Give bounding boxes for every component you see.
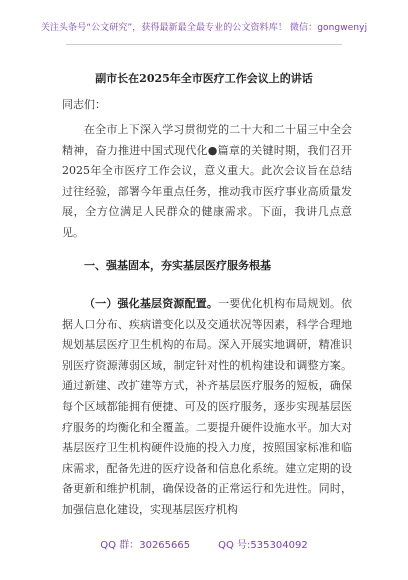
subsection-body: 一要优化机构布局规划。依据人口分布、疾病谱变化以及交通状况等因素，科学合理地规划基层医疗卫生机构的布局。深入开展实地调研，精准识别医疗资源薄弱区域，制定针对性的机构建设和调整方案。通过新建、改扩建等方式，补齐基层医疗服务的短板，确保每个区域都能拥有便捷、可及的医疗服务，逐步实现基层医疗服务的均衡化和全覆盖。二要提升硬件设施水平。加大对基层医疗卫生机构硬件设施的投入力度，按照国家标准和临床需求，配备先进的医疗设备和信息化系统。建立定期的设备更新和维护机制，确保设备的正常运行和先进性。同时，加强信息化建设，实现基层医疗机构 xyxy=(62,297,353,516)
header-divider xyxy=(66,44,342,45)
document-title: 副市长在2025年全市医疗工作会议上的讲话 xyxy=(95,72,313,85)
section-heading: 一、强基固本，夯实基层医疗服务根基 xyxy=(84,259,271,272)
header-banner: 关注头条号“公文研究”，获得最新最全最专业的公文资料库！ 微信：gongwenyj xyxy=(40,23,368,33)
salutation: 同志们： xyxy=(62,98,106,111)
footer-qq-group: QQ 群：30265665 xyxy=(100,540,191,551)
footer-qq-number: QQ 号:535304092 xyxy=(218,540,308,551)
subsection-label: （一）强化基层资源配置。 xyxy=(84,297,219,310)
subsection-paragraph xyxy=(62,294,352,521)
intro-paragraph: 在全市上下深入学习贯彻党的二十大和二十届三中全会精神，奋力推进中国式现代化●篇章的关键时期，我们召开2025年全市医疗工作会议，意义重大。此次会议旨在总结过往经验，部署今年重点任务，推动我市医疗事业高质量发展，全方位满足人民群众的健康需求。下面，我讲几点意见。 xyxy=(62,123,352,239)
footer-contact xyxy=(0,536,408,551)
